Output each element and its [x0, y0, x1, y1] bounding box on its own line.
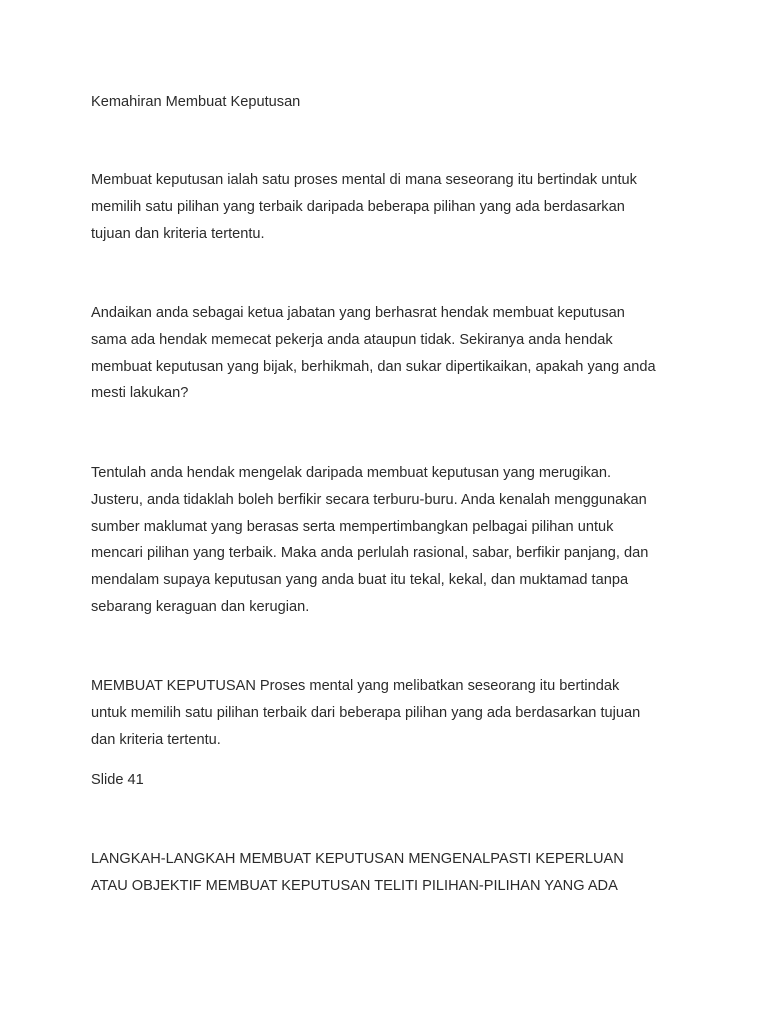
paragraph-scenario: Andaikan anda sebagai ketua jabatan yang berhasrat hendak membuat keputusan sama ada hendak memecat pekerja anda ataupun tidak. Sekiranya anda hendak membuat keputusan yang bijak, berhikmah, dan sukar dipertikaikan, apakah yang anda mesti lakukan?: [91, 305, 656, 402]
paragraph-summary: MEMBUAT KEPUTUSAN Proses mental yang melibatkan seseorang itu bertindak untuk memilih satu pilihan terbaik dari beberapa pilihan yang ada berdasarkan tujuan dan kriteria tertentu.: [91, 678, 641, 748]
document-title: Kemahiran Membuat Keputusan: [91, 94, 301, 110]
paragraph-steps: LANGKAH-LANGKAH MEMBUAT KEPUTUSAN MENGENALPASTI KEPERLUAN ATAU OBJEKTIF MEMBUAT KEPUTUSAN TELITI PILIHAN-PILIHAN YANG ADA: [91, 851, 624, 894]
paragraph-definition: Membuat keputusan ialah satu proses mental di mana seseorang itu bertindak untuk memilih satu pilihan yang terbaik daripada beberapa pilihan yang ada berdasarkan tujuan dan kriteria tertentu.: [91, 172, 637, 242]
slide-label: Slide 41: [91, 772, 144, 788]
paragraph-advice: Tentulah anda hendak mengelak daripada membuat keputusan yang merugikan. Justeru, anda tidaklah boleh berfikir secara terburu-buru. Anda kenalah menggunakan sumber maklumat yang berasas serta mempertimbangkan pelbagai pilihan untuk mencari pilihan yang terbaik. Maka anda perlulah rasional, sabar, berfikir panjang, dan mendalam supaya keputusan yang anda buat itu tekal, kekal, dan muktamad tanpa sebarang keraguan dan kerugian.: [91, 465, 649, 615]
